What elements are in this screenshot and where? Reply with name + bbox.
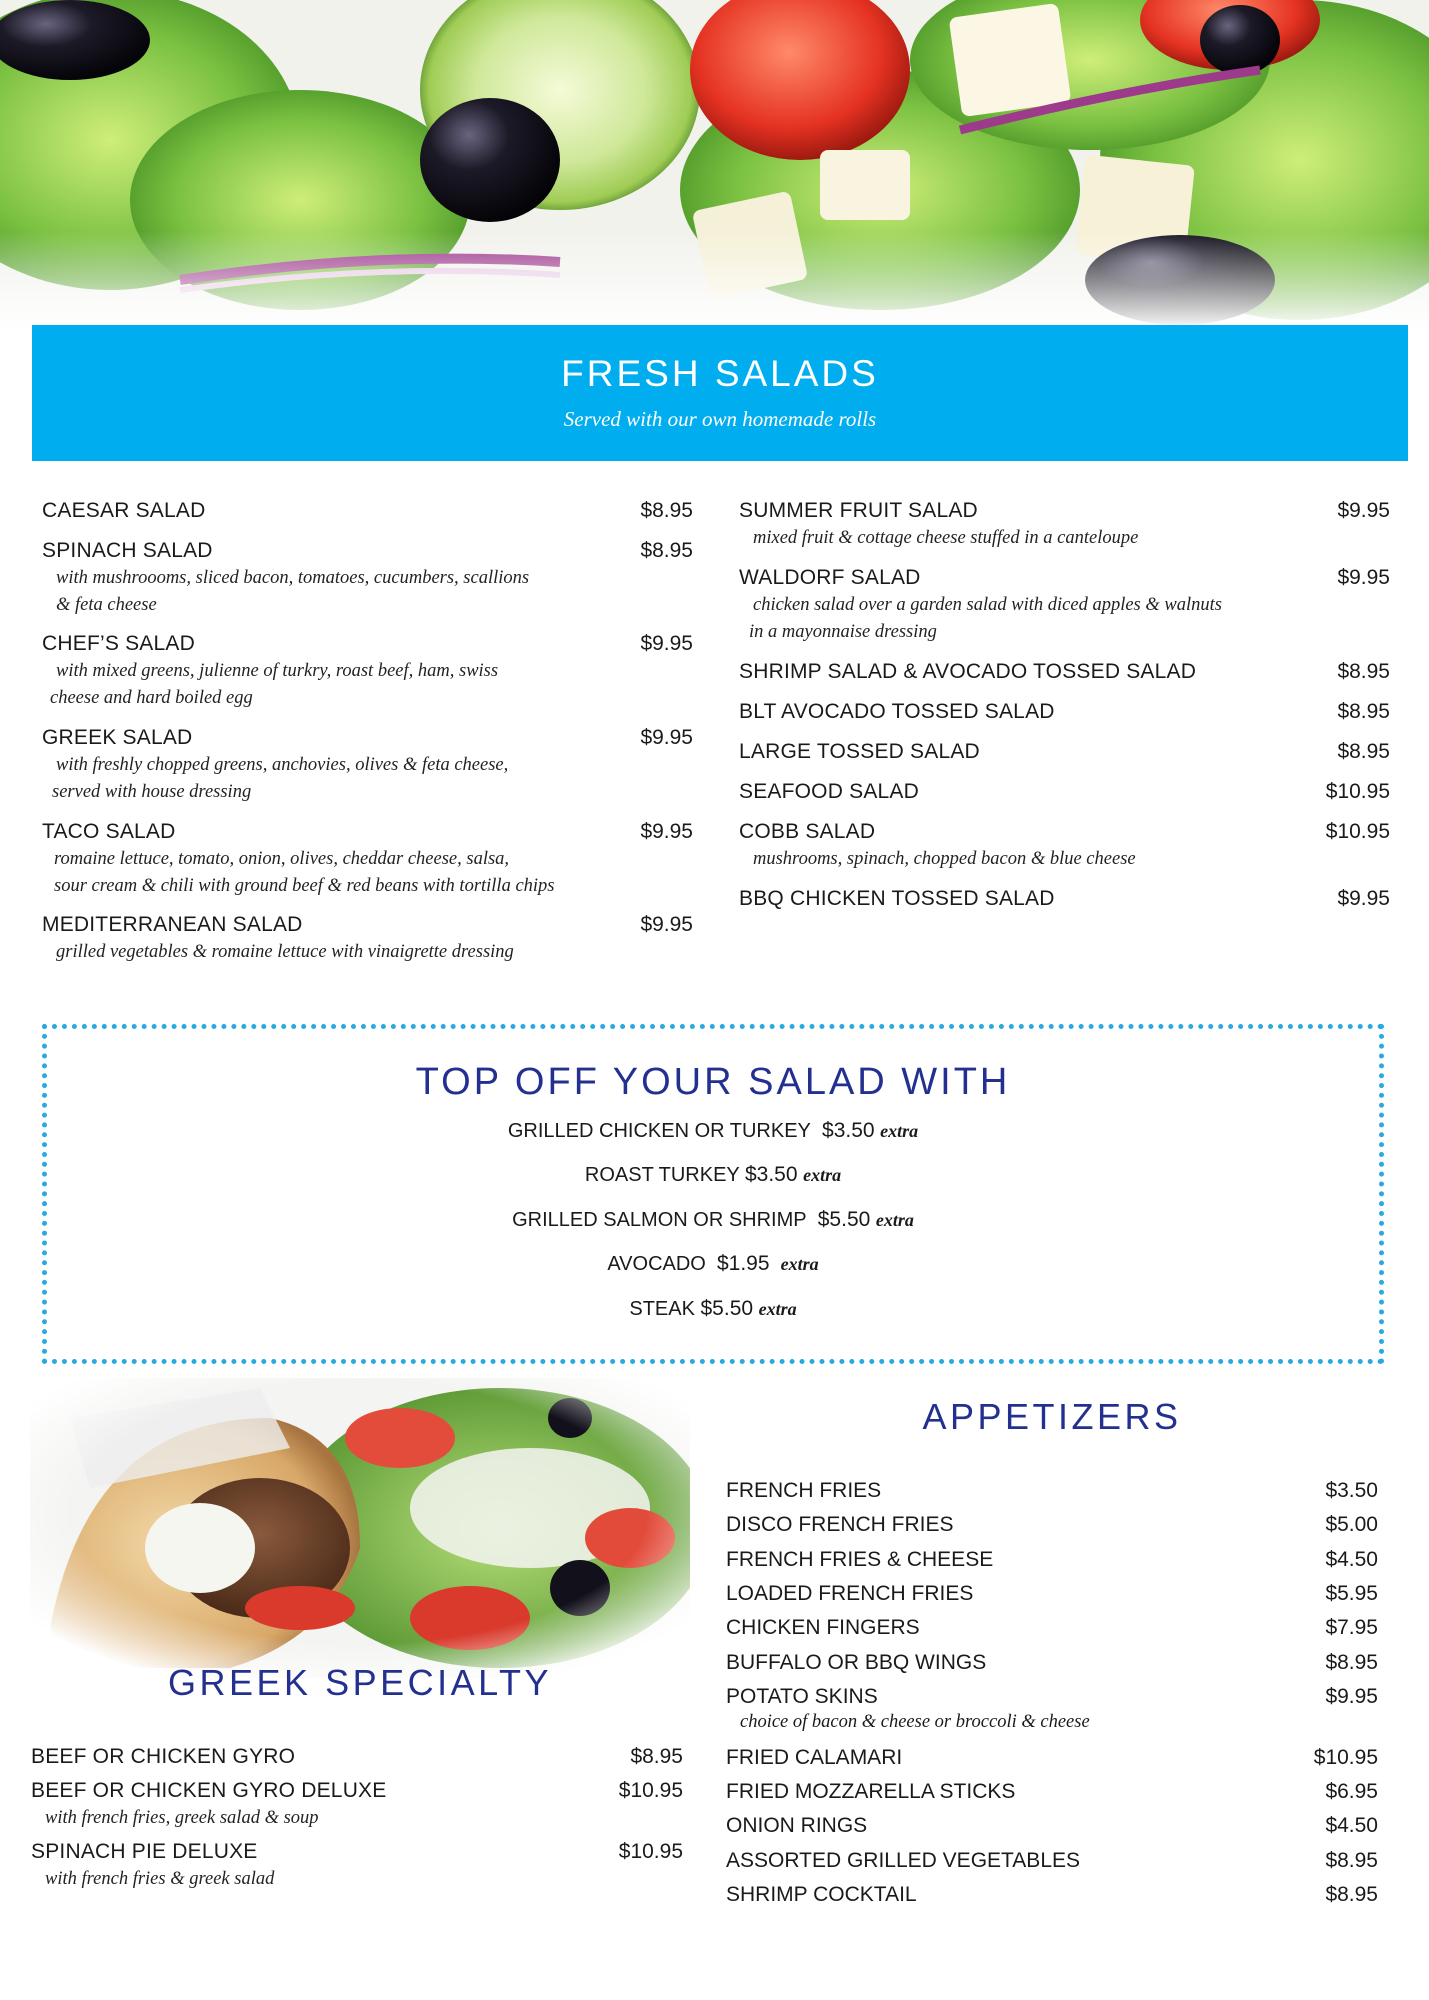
item-name: BUFFALO OR BBQ WINGS (726, 1651, 987, 1674)
item-price: $9.95 (1337, 566, 1390, 589)
menu-item (739, 780, 1390, 804)
appetizer-item (726, 1582, 1378, 1612)
menu-item (739, 700, 1390, 724)
item-name: ONION RINGS (726, 1814, 868, 1837)
top-off-name: ROAST TURKEY (584, 1164, 740, 1186)
top-off-price: $3.50 (822, 1119, 875, 1142)
item-description: romaine lettuce, tomato, onion, olives, cheddar cheese, salsa, (54, 849, 510, 869)
appetizer-item (726, 1746, 1378, 1776)
appetizer-item (726, 1616, 1378, 1646)
item-description: grilled vegetables & romaine lettuce with vinaigrette dressing (56, 942, 514, 962)
item-name: FRIED CALAMARI (726, 1746, 903, 1769)
item-name: BBQ CHICKEN TOSSED SALAD (739, 887, 1055, 910)
banner-subtitle: Served with our own homemade rolls (563, 407, 877, 431)
item-price: $5.00 (1325, 1513, 1378, 1536)
item-name: WALDORF SALAD (739, 566, 921, 589)
section-title-top-off: TOP OFF YOUR SALAD WITH (415, 1061, 1011, 1103)
item-price: $4.50 (1325, 1814, 1378, 1837)
item-price: $5.95 (1325, 1582, 1378, 1605)
item-price: $6.95 (1325, 1780, 1378, 1803)
item-name: FRIED MOZZARELLA STICKS (726, 1780, 1016, 1803)
item-name: LOADED FRENCH FRIES (726, 1582, 974, 1605)
item-price: $8.95 (630, 1745, 683, 1768)
item-price: $8.95 (1325, 1651, 1378, 1674)
item-price: $10.95 (618, 1779, 683, 1802)
top-off-extra: extra (780, 1254, 819, 1274)
item-name: CHEF’S SALAD (42, 632, 195, 655)
item-name: GREEK SALAD (42, 726, 193, 749)
item-price: $7.95 (1325, 1616, 1378, 1639)
menu-item (42, 726, 693, 806)
top-off-name: GRILLED SALMON OR SHRIMP (512, 1209, 807, 1231)
appetizer-item (726, 1883, 1378, 1913)
item-price: $8.95 (640, 539, 693, 562)
item-description: with french fries, greek salad & soup (45, 1808, 319, 1828)
item-name: FRENCH FRIES (726, 1479, 882, 1502)
item-price: $8.95 (1337, 660, 1390, 683)
menu-item (739, 499, 1390, 552)
menu-item (31, 1779, 683, 1832)
item-description: served with house dressing (52, 782, 252, 802)
menu-item (42, 539, 693, 619)
item-price: $9.95 (640, 632, 693, 655)
item-price: $9.95 (1337, 499, 1390, 522)
menu-item (739, 887, 1390, 911)
top-off-name: AVOCADO (607, 1253, 706, 1275)
item-price: $9.95 (640, 913, 693, 936)
item-description: choice of bacon & cheese or broccoli & cheese (740, 1712, 1090, 1732)
item-name: SHRIMP SALAD & AVOCADO TOSSED SALAD (739, 660, 1197, 683)
appetizer-item (726, 1513, 1378, 1543)
item-price: $9.95 (1325, 1685, 1378, 1708)
salad-hero-image (0, 0, 1429, 330)
menu-item (42, 499, 693, 523)
item-price: $10.95 (1325, 820, 1390, 843)
item-price: $8.95 (640, 499, 693, 522)
item-name: FRENCH FRIES & CHEESE (726, 1548, 994, 1571)
top-off-item (47, 1252, 1379, 1276)
item-name: BEEF OR CHICKEN GYRO (31, 1745, 296, 1768)
item-price: $8.95 (1325, 1883, 1378, 1906)
item-description: with freshly chopped greens, anchovies, olives & feta cheese, (56, 755, 509, 775)
top-off-item (47, 1208, 1379, 1232)
appetizer-item (726, 1849, 1378, 1879)
menu-item (42, 913, 693, 966)
appetizer-item (726, 1814, 1378, 1844)
item-price: $3.50 (1325, 1479, 1378, 1502)
item-name: MEDITERRANEAN SALAD (42, 913, 303, 936)
item-name: BEEF OR CHICKEN GYRO DELUXE (31, 1779, 387, 1802)
menu-item (739, 566, 1390, 646)
item-price: $9.95 (1337, 887, 1390, 910)
item-price: $4.50 (1325, 1548, 1378, 1571)
item-name: ASSORTED GRILLED VEGETABLES (726, 1849, 1081, 1872)
appetizer-item (726, 1780, 1378, 1810)
item-name: SHRIMP COCKTAIL (726, 1883, 917, 1906)
top-off-box (42, 1024, 1384, 1364)
item-name: CHICKEN FINGERS (726, 1616, 920, 1639)
item-name: TACO SALAD (42, 820, 176, 843)
top-off-extra: extra (880, 1121, 919, 1141)
item-name: SUMMER FRUIT SALAD (739, 499, 978, 522)
item-price: $10.95 (618, 1840, 683, 1863)
item-description: with mushroooms, sliced bacon, tomatoes, cucumbers, scallions (56, 568, 530, 588)
item-name: CAESAR SALAD (42, 499, 206, 522)
section-title-appetizers: APPETIZERS (922, 1396, 1182, 1437)
top-off-name: STEAK (629, 1298, 695, 1320)
gyro-image (30, 1378, 690, 1678)
menu-item (42, 820, 693, 900)
top-off-extra: extra (758, 1299, 797, 1319)
item-price: $9.95 (640, 726, 693, 749)
item-description: sour cream & chili with ground beef & red beans with tortilla chips (54, 876, 555, 896)
appetizer-item (726, 1479, 1378, 1509)
top-off-price: $5.50 (700, 1297, 754, 1320)
appetizer-item (726, 1651, 1378, 1681)
top-off-item (47, 1297, 1379, 1321)
item-description: & feta cheese (56, 595, 157, 615)
top-off-extra: extra (875, 1210, 914, 1230)
menu-item (31, 1840, 683, 1893)
top-off-item (47, 1163, 1379, 1187)
menu-item (739, 740, 1390, 764)
top-off-name: GRILLED CHICKEN OR TURKEY (507, 1120, 811, 1142)
menu-item (739, 660, 1390, 684)
top-off-extra: extra (803, 1165, 842, 1185)
item-price: $8.95 (1325, 1849, 1378, 1872)
menu-item (31, 1745, 683, 1769)
section-title-greek-specialty: GREEK SPECIALTY (168, 1662, 552, 1703)
item-description: mixed fruit & cottage cheese stuffed in a canteloupe (753, 528, 1139, 548)
top-off-item (47, 1119, 1379, 1143)
item-price: $8.95 (1337, 740, 1390, 763)
top-off-price: $5.50 (817, 1208, 871, 1231)
fresh-salads-banner (32, 325, 1408, 461)
item-name: SPINACH SALAD (42, 539, 213, 562)
item-name: LARGE TOSSED SALAD (739, 740, 980, 763)
top-off-price: $3.50 (744, 1163, 798, 1186)
item-price: $10.95 (1313, 1746, 1378, 1769)
appetizer-item (726, 1685, 1378, 1715)
item-name: BLT AVOCADO TOSSED SALAD (739, 700, 1055, 723)
item-description: with french fries & greek salad (45, 1869, 275, 1889)
menu-item (42, 632, 693, 712)
item-price: $9.95 (640, 820, 693, 843)
item-name: SEAFOOD SALAD (739, 780, 919, 803)
item-description: mushrooms, spinach, chopped bacon & blue cheese (753, 849, 1136, 869)
item-name: COBB SALAD (739, 820, 876, 843)
section-title-fresh-salads: FRESH SALADS (561, 353, 879, 394)
item-name: DISCO FRENCH FRIES (726, 1513, 954, 1536)
item-name: SPINACH PIE DELUXE (31, 1840, 258, 1863)
item-description: with mixed greens, julienne of turkry, roast beef, ham, swiss (56, 661, 499, 681)
item-price: $8.95 (1337, 700, 1390, 723)
item-description: chicken salad over a garden salad with diced apples & walnuts (753, 595, 1222, 615)
item-price: $10.95 (1325, 780, 1390, 803)
menu-item (739, 820, 1390, 873)
item-description: in a mayonnaise dressing (749, 622, 937, 642)
item-name: POTATO SKINS (726, 1685, 878, 1708)
appetizer-item (726, 1548, 1378, 1578)
item-description: cheese and hard boiled egg (50, 688, 253, 708)
top-off-price: $1.95 (716, 1252, 770, 1275)
